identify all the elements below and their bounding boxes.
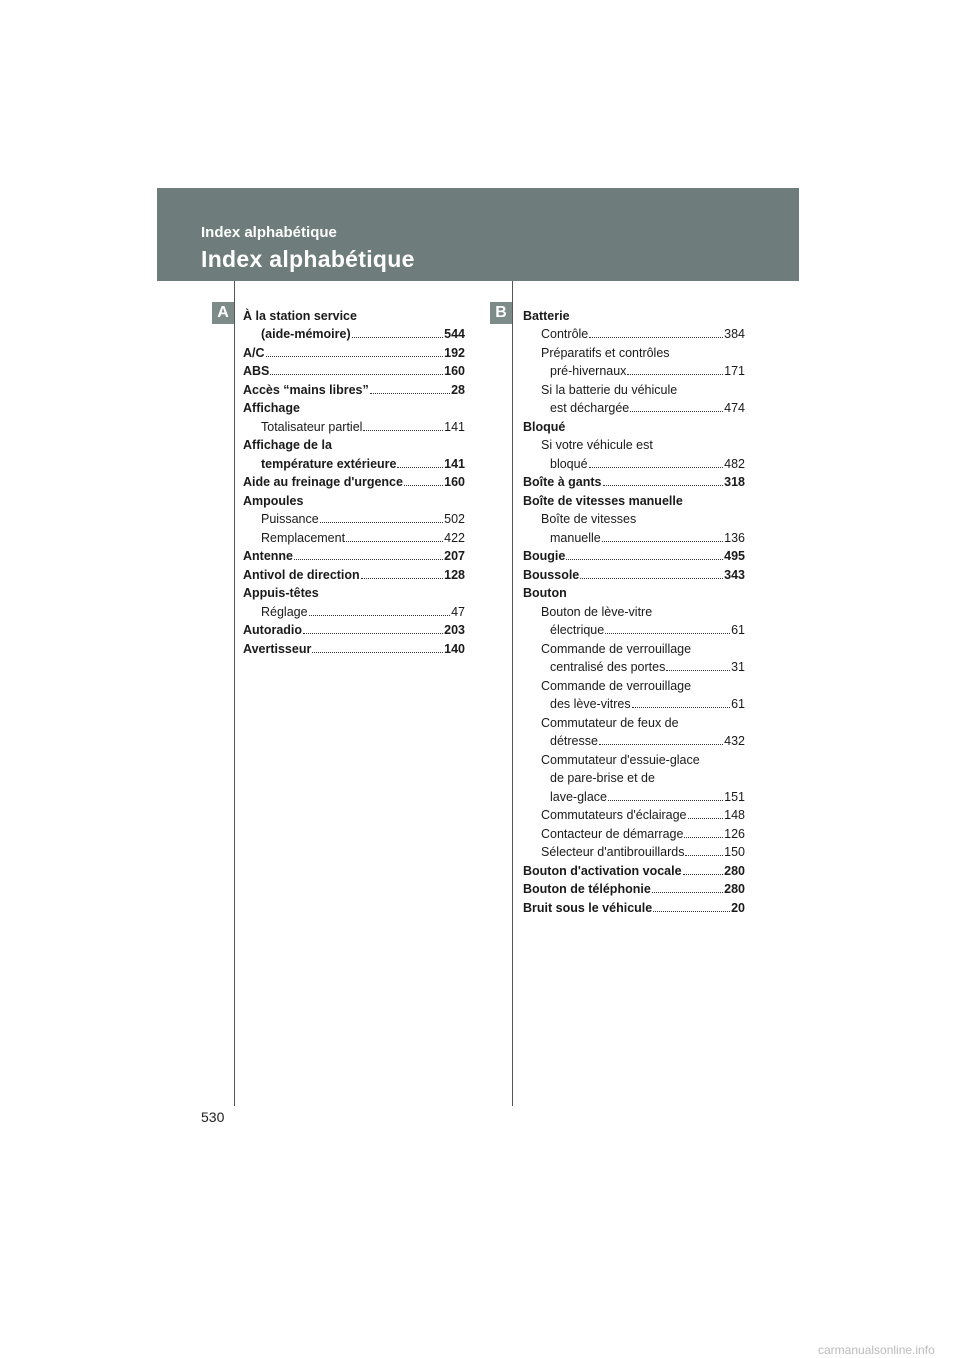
leader-dots: [608, 800, 723, 801]
index-entry: [523, 804, 745, 823]
index-entry-term: lave-glace: [550, 789, 607, 804]
index-entry-term: électrique: [550, 623, 605, 637]
index-entry-term: de pare-brise et de: [550, 771, 655, 785]
index-entry-term: Contacteur de démarrage: [541, 826, 684, 841]
leader-dots: [630, 411, 723, 412]
index-entry-term: Accès “mains libres”: [243, 382, 369, 397]
index-entry-term: Remplacement: [261, 530, 346, 545]
index-entry: [243, 545, 465, 564]
leader-dots: [580, 578, 723, 579]
leader-dots: [303, 633, 443, 634]
index-entry-page: 136: [724, 530, 745, 545]
leader-dots: [361, 578, 443, 579]
index-entry-term: (aide-mémoire): [261, 327, 351, 341]
index-entry-term: Bouton: [523, 586, 567, 600]
index-entry: [243, 600, 465, 619]
index-entry-term: Bouton d'activation vocale: [523, 863, 682, 878]
index-entry-page: 61: [731, 623, 745, 637]
index-entry-term: Affichage: [243, 401, 300, 415]
index-entry-term: Bloqué: [523, 419, 566, 434]
index-entry-term: Contrôle: [541, 327, 589, 341]
leader-dots: [685, 855, 723, 856]
index-entry: [243, 637, 465, 656]
index-entry-page: 280: [724, 882, 745, 896]
index-entry-page: 384: [724, 327, 745, 341]
index-entry-term: Totalisateur partiel: [261, 419, 363, 434]
index-entry-term: Boîte de vitesses: [541, 512, 637, 526]
index-entry: [243, 397, 465, 416]
index-column-a: [243, 304, 465, 656]
index-entry-term: Bougie: [523, 549, 566, 563]
index-entry-page: 544: [444, 327, 465, 341]
index-entry-term: Aide au freinage d'urgence: [243, 475, 403, 489]
index-entry: [523, 508, 745, 527]
leader-dots: [266, 356, 444, 357]
header-title: Index alphabétique: [201, 246, 415, 272]
index-entry: [243, 378, 465, 397]
index-entry: [243, 526, 465, 545]
leader-dots: [404, 485, 443, 486]
index-entry-page: 128: [444, 567, 465, 582]
leader-dots: [627, 374, 723, 375]
leader-dots: [352, 337, 444, 338]
index-entry-term: Si votre véhicule est: [541, 438, 653, 452]
index-entry-term: bloqué: [550, 456, 588, 471]
index-entry-term: Préparatifs et contrôles: [541, 345, 670, 360]
index-entry: [523, 674, 745, 693]
index-entry: [523, 341, 745, 360]
leader-dots: [688, 818, 724, 819]
index-entry-term: Bruit sous le véhicule: [523, 900, 653, 915]
column-divider-left: [234, 281, 235, 1106]
index-entry-page: 148: [724, 808, 745, 822]
leader-dots: [632, 707, 731, 708]
index-entry-term: Bouton de téléphonie: [523, 882, 651, 896]
index-entry: [523, 471, 745, 490]
index-entry-page: 482: [724, 456, 745, 471]
leader-dots: [684, 837, 723, 838]
leader-dots: [270, 374, 443, 375]
index-entry: [523, 415, 745, 434]
section-letter-a: A: [212, 302, 234, 324]
index-entry-page: 140: [444, 641, 465, 656]
index-entry: [523, 323, 745, 342]
index-entry-term: Commutateurs d'éclairage: [541, 808, 687, 822]
index-entry-term: Batterie: [523, 308, 570, 323]
index-entry: [523, 656, 745, 675]
index-entry-term: Avertisseur: [243, 641, 312, 656]
index-entry-term: Autoradio: [243, 623, 303, 637]
index-entry: [523, 600, 745, 619]
index-entry-term: ABS: [243, 364, 270, 378]
index-entry-page: 422: [444, 530, 465, 545]
leader-dots: [652, 892, 723, 893]
index-entry: [523, 397, 745, 416]
index-entry: [523, 526, 745, 545]
index-entry-term: Antenne: [243, 549, 293, 563]
index-entry-term: des lève-vitres: [550, 697, 631, 711]
index-entry-page: 207: [444, 549, 465, 563]
index-entry-page: 141: [444, 456, 465, 471]
index-entry: [523, 563, 745, 582]
leader-dots: [312, 652, 443, 653]
index-entry-term: manuelle: [550, 530, 601, 545]
index-entry-term: Commande de verrouillage: [541, 641, 692, 656]
index-entry-term: détresse: [550, 734, 598, 748]
index-entry-term: Boussole: [523, 567, 580, 582]
index-entry-term: température extérieure: [261, 456, 397, 471]
section-letter-b: B: [490, 302, 512, 324]
index-entry-term: est déchargée: [550, 401, 630, 415]
index-entry-term: Réglage: [261, 604, 308, 619]
leader-dots: [599, 744, 723, 745]
index-entry-page: 318: [724, 475, 745, 489]
leader-dots: [397, 467, 443, 468]
leader-dots: [666, 670, 730, 671]
index-entry: [523, 767, 745, 786]
index-entry: [523, 822, 745, 841]
index-entry-page: 495: [724, 549, 745, 563]
index-entry-term: Antivol de direction: [243, 567, 360, 582]
index-entry-term: À la station service: [243, 308, 357, 323]
index-entry-page: 160: [444, 364, 465, 378]
leader-dots: [653, 911, 730, 912]
index-entry-page: 343: [724, 567, 745, 582]
index-entry-page: 203: [444, 623, 465, 637]
index-entry-term: Appuis-têtes: [243, 586, 319, 600]
index-entry-page: 141: [444, 419, 465, 434]
index-column-b: [523, 304, 745, 915]
index-entry-term: Sélecteur d'antibrouillards: [541, 845, 685, 859]
index-entry-page: 31: [731, 660, 745, 674]
leader-dots: [589, 337, 723, 338]
header-subtitle: Index alphabétique: [201, 224, 337, 241]
leader-dots: [309, 615, 451, 616]
index-entry: [523, 785, 745, 804]
index-entry: [523, 730, 745, 749]
index-entry: [523, 304, 745, 323]
index-entry-term: Bouton de lève-vitre: [541, 604, 653, 619]
index-entry: [523, 434, 745, 453]
index-entry: [523, 637, 745, 656]
index-entry-term: Si la batterie du véhicule: [541, 382, 678, 397]
index-entry-term: Commutateur de feux de: [541, 715, 679, 730]
index-entry-page: 150: [724, 845, 745, 859]
index-entry: [523, 582, 745, 601]
index-entry: [243, 341, 465, 360]
index-entry: [523, 378, 745, 397]
index-entry: [243, 489, 465, 508]
index-entry: [523, 748, 745, 767]
index-entry-page: 171: [724, 364, 745, 378]
index-entry-term: Puissance: [261, 512, 319, 526]
index-entry-page: 28: [451, 382, 465, 397]
index-entry-page: 432: [724, 734, 745, 748]
index-entry: [523, 360, 745, 379]
index-entry-page: 192: [444, 345, 465, 360]
index-entry-term: Ampoules: [243, 493, 304, 508]
index-entry: [523, 545, 745, 564]
index-entry: [523, 878, 745, 897]
page-header: [157, 188, 799, 281]
index-entry-term: Commande de verrouillage: [541, 678, 692, 693]
index-entry-page: 474: [724, 401, 745, 415]
index-entry: [523, 841, 745, 860]
index-entry: [523, 619, 745, 638]
index-entry-term: pré-hivernaux: [550, 364, 627, 378]
index-entry: [243, 415, 465, 434]
index-entry: [523, 693, 745, 712]
index-entry-term: Commutateur d'essuie-glace: [541, 752, 700, 767]
index-entry-page: 61: [731, 697, 745, 711]
column-divider-middle: [512, 281, 513, 1106]
index-entry: [243, 582, 465, 601]
index-entry: [523, 859, 745, 878]
leader-dots: [294, 559, 443, 560]
leader-dots: [683, 874, 724, 875]
leader-dots: [602, 541, 723, 542]
index-entry: [243, 304, 465, 323]
index-entry: [243, 508, 465, 527]
leader-dots: [605, 633, 730, 634]
leader-dots: [603, 485, 724, 486]
leader-dots: [566, 559, 723, 560]
index-entry-page: 47: [451, 604, 465, 619]
index-entry-page: 502: [444, 512, 465, 526]
index-entry-page: 151: [724, 789, 745, 804]
index-entry: [243, 619, 465, 638]
index-entry: [243, 360, 465, 379]
index-entry-page: 126: [724, 826, 745, 841]
index-entry: [243, 452, 465, 471]
watermark: carmanualsonline.info: [818, 1343, 935, 1357]
leader-dots: [589, 467, 724, 468]
index-entry: [523, 896, 745, 915]
leader-dots: [363, 430, 443, 431]
index-entry: [243, 434, 465, 453]
index-entry-page: 280: [724, 863, 745, 878]
leader-dots: [370, 393, 450, 394]
leader-dots: [346, 541, 443, 542]
index-entry-term: Boîte à gants: [523, 475, 602, 489]
index-entry: [243, 563, 465, 582]
index-entry: [523, 711, 745, 730]
index-entry-term: Affichage de la: [243, 438, 332, 452]
index-entry-term: Boîte de vitesses manuelle: [523, 493, 683, 508]
page-number: 530: [201, 1109, 225, 1125]
index-entry: [243, 471, 465, 490]
index-entry: [243, 323, 465, 342]
index-entry: [523, 452, 745, 471]
leader-dots: [320, 522, 443, 523]
index-entry-term: centralisé des portes: [550, 660, 666, 674]
index-entry-page: 20: [731, 900, 745, 915]
index-entry-term: A/C: [243, 345, 265, 360]
index-entry-page: 160: [444, 475, 465, 489]
index-entry: [523, 489, 745, 508]
